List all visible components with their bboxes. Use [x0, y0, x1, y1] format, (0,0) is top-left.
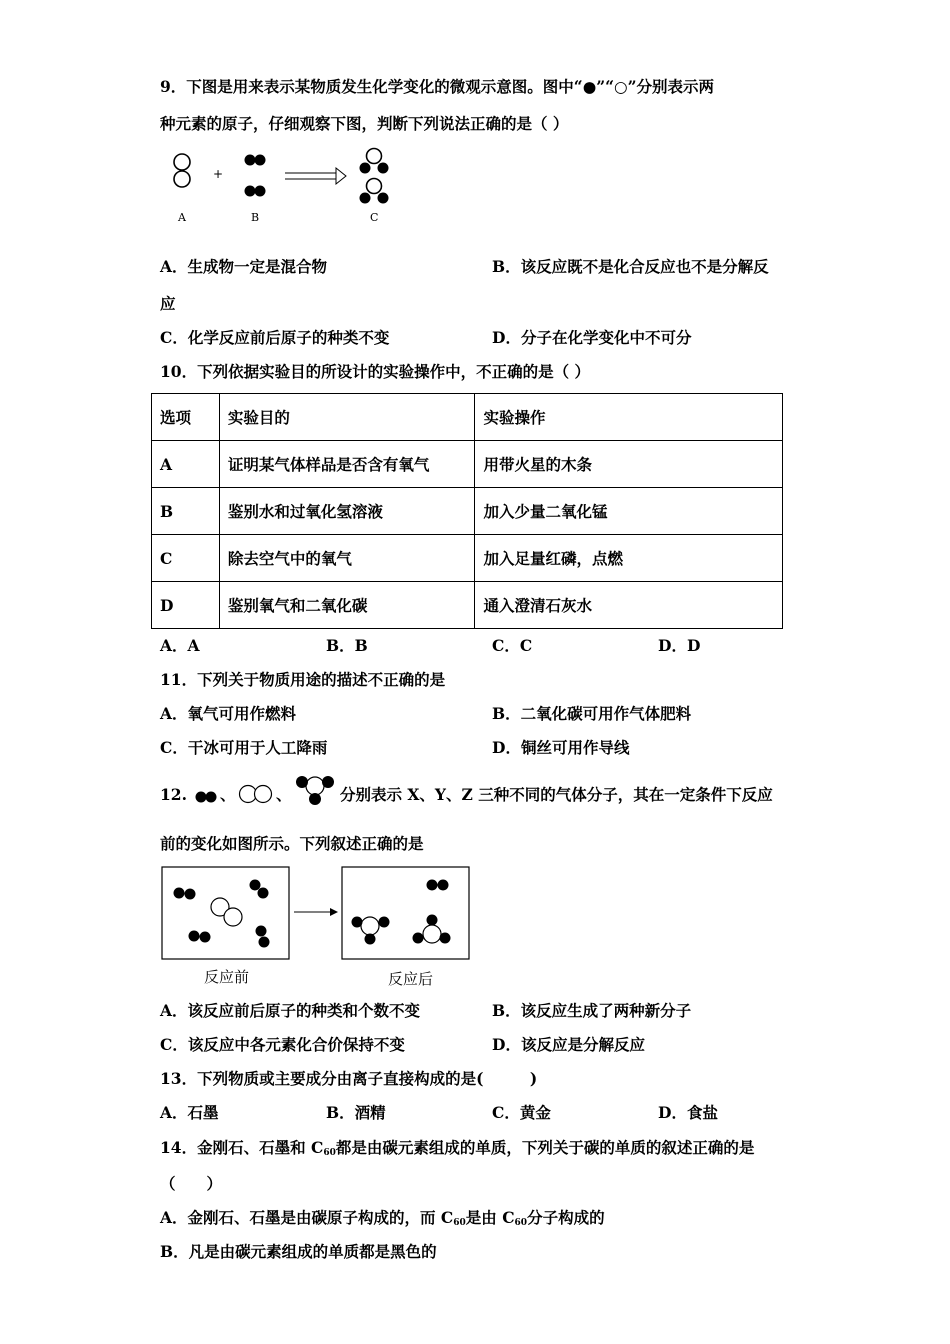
q14-option-a: [160, 1208, 605, 1233]
q9-option-a: A．生成物一定是混合物: [160, 257, 328, 276]
q14-stem-part1: 14．金刚石、石墨和 C: [160, 1138, 324, 1157]
table-row: [152, 582, 783, 629]
q14-stem: [160, 1138, 754, 1163]
table-cell: 鉴别水和过氧化氢溶液: [219, 488, 475, 535]
q9-option-d: D．分子在化学变化中不可分: [492, 328, 692, 347]
molecule-b-icon: [245, 155, 266, 197]
q11-option-b: B．二氧化碳可用作气体肥料: [492, 704, 692, 723]
q12-option-a: A．该反应前后原子的种类和个数不变: [160, 1001, 421, 1020]
q9-option-c: C．化学反应前后原子的种类不变: [160, 328, 390, 347]
q13-option-b: B．酒精: [326, 1103, 386, 1122]
q11-option-c: C．干冰可用于人工降雨: [160, 738, 328, 757]
plus-sign: +: [213, 167, 224, 181]
q11-option-d: D．铜丝可用作导线: [492, 738, 630, 757]
table-cell: B: [152, 488, 220, 535]
q9-reaction-diagram: [160, 146, 400, 228]
molecule-x-icon: [194, 789, 220, 805]
after-reaction-label: 反应后: [388, 970, 434, 988]
subscript-60: 60: [514, 1218, 528, 1228]
table-header-row: [152, 394, 783, 441]
q12-separator-1: 、: [220, 785, 236, 804]
table-cell: A: [152, 441, 220, 488]
table-cell: 鉴别氧气和二氧化碳: [219, 582, 475, 629]
table-row: [152, 535, 783, 582]
q13-option-c: C．黄金: [492, 1103, 551, 1122]
q14-stem-part2: 都是由碳元素组成的单质，下列关于碳的单质的叙述正确的是: [335, 1138, 755, 1157]
q12-stem-line2: 前的变化如图所示。下列叙述正确的是: [160, 834, 424, 853]
q11-option-a: A．氧气可用作燃料: [160, 704, 297, 723]
table-cell: 加入足量红磷，点燃: [475, 535, 783, 582]
q9-option-b: B．该反应既不是化合反应也不是分解反: [492, 257, 769, 276]
q12-number: 12.: [160, 785, 187, 804]
q13-option-d: D．食盐: [658, 1103, 718, 1122]
fig-label-a: A: [178, 211, 186, 224]
table-cell: 证明某气体样品是否含有氧气: [219, 441, 475, 488]
before-reaction-label: 反应前: [204, 968, 250, 986]
table-header-cell: 实验操作: [475, 394, 783, 441]
table-cell: 除去空气中的氧气: [219, 535, 475, 582]
q14-paren: （ ）: [160, 1174, 223, 1193]
q9-stem-line1: 9．下图是用来表示某物质发生化学变化的微观示意图。图中“●”“○”分别表示两: [160, 77, 714, 96]
q10-option-d: D．D: [658, 636, 701, 655]
molecule-a-icon: [174, 154, 190, 187]
q14-option-a-part1: A．金刚石、石墨是由碳原子构成的，而 C: [160, 1208, 454, 1227]
q10-option-c: C．C: [492, 636, 533, 655]
q12-option-c: C．该反应中各元素化合价保持不变: [160, 1035, 405, 1054]
molecule-z-icon: [292, 772, 338, 806]
table-row: [152, 488, 783, 535]
table-cell: 用带火星的木条: [475, 441, 783, 488]
q9-stem-line2: 种元素的原子，仔细观察下图，判断下列说法正确的是（ ）: [160, 114, 569, 133]
table-cell: 加入少量二氧化锰: [475, 488, 783, 535]
after-reaction-box: [342, 867, 469, 959]
q14-option-b: B．凡是由碳元素组成的单质都是黑色的: [160, 1242, 437, 1261]
molecule-c-icon: [360, 149, 389, 204]
table-cell: 通入澄清石灰水: [475, 582, 783, 629]
fig-label-b: B: [251, 211, 260, 224]
q12-separator-2: 、: [276, 785, 292, 804]
subscript-60: 60: [453, 1218, 466, 1228]
molecule-y-icon: [236, 783, 276, 805]
table-row: [152, 441, 783, 488]
q12-stem-rest: 分别表示 X、Y、Z 三种不同的气体分子，其在一定条件下反应: [340, 785, 773, 804]
table-header-cell: 选项: [152, 394, 220, 441]
q14-option-a-part3: 分子构成的: [527, 1208, 605, 1227]
q10-stem: 10．下列依据实验目的所设计的实验操作中，不正确的是（ ）: [160, 362, 590, 381]
fig-label-c: C: [370, 211, 379, 224]
right-arrow-icon: [294, 908, 338, 916]
q12-reaction-diagram: [160, 864, 475, 966]
q10-table: [151, 393, 783, 629]
q14-option-a-part2: 是由 C: [465, 1208, 515, 1227]
q10-option-b: B．B: [326, 636, 368, 655]
table-cell: C: [152, 535, 220, 582]
q12-option-d: D．该反应是分解反应: [492, 1035, 645, 1054]
table-header-cell: 实验目的: [219, 394, 475, 441]
q12-option-b: B．该反应生成了两种新分子: [492, 1001, 692, 1020]
subscript-60: 60: [323, 1148, 336, 1158]
reaction-arrow-icon: [285, 168, 346, 184]
q13-option-a: A．石墨: [160, 1103, 219, 1122]
q9-option-b-cont: 应: [160, 294, 176, 313]
table-cell: D: [152, 582, 220, 629]
q11-stem: 11．下列关于物质用途的描述不正确的是: [160, 670, 446, 689]
q10-option-a: A．A: [160, 636, 200, 655]
q13-stem: 13．下列物质或主要成分由离子直接构成的是( ): [160, 1069, 538, 1088]
